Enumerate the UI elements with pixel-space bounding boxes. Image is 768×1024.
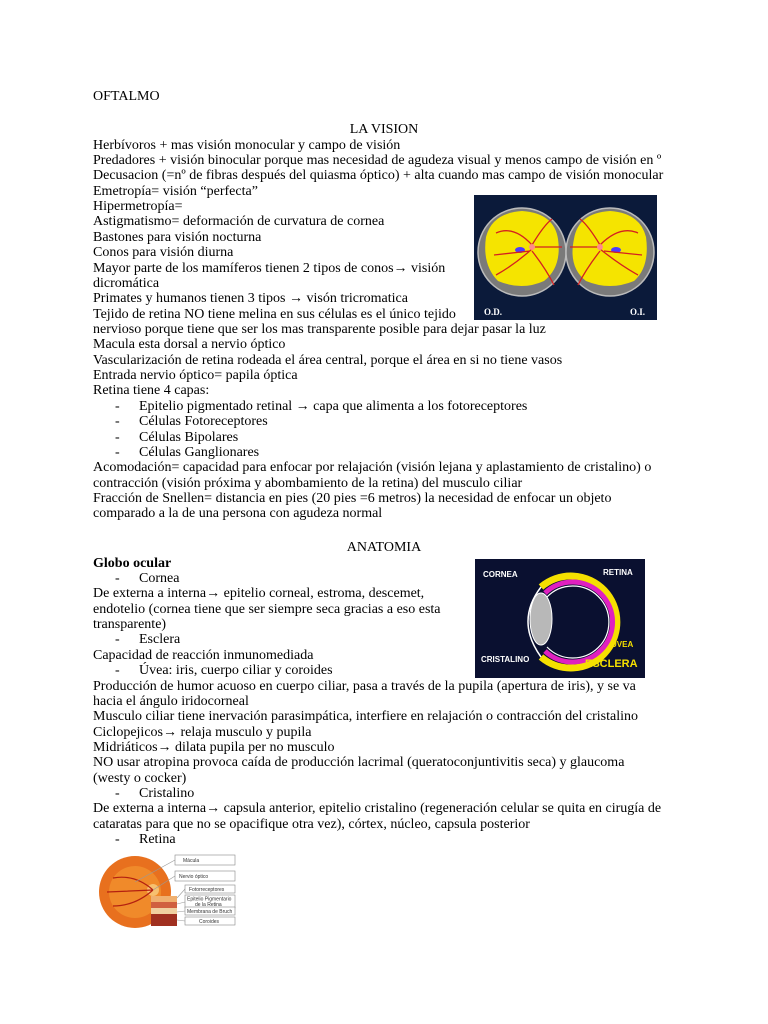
list-item-text: Esclera bbox=[139, 632, 181, 647]
text-line: Decusacion (=nº de fibras después del quiasma óptico) + alta cuando mas campo de visión monocular bbox=[93, 168, 664, 183]
list-item bbox=[115, 399, 527, 414]
text-line: (westy o cocker) bbox=[93, 771, 187, 786]
text-line: Vascularización de retina rodeada el área central, porque el área en si no tiene vasos bbox=[93, 353, 563, 368]
list-item bbox=[115, 663, 333, 678]
text-line: NO usar atropina provoca caída de producción lacrimal (queratoconjuntivitis seca) y glaucoma bbox=[93, 755, 625, 770]
doc-title: OFTALMO bbox=[93, 89, 160, 104]
retina-label-bruch: Membrana de Bruch bbox=[187, 909, 233, 915]
list-item-text: Retina bbox=[139, 832, 176, 847]
eye-anatomy-figure bbox=[475, 559, 645, 678]
text-line: Conos para visión diurna bbox=[93, 245, 234, 260]
text-line: Mayor parte de los mamíferos tienen 2 tipos de conos→ visión bbox=[93, 261, 446, 276]
text-line: Ciclopejicos→ relaja musculo y pupila bbox=[93, 725, 312, 740]
list-item-text: Cornea bbox=[139, 571, 180, 586]
bullet-dash: - bbox=[115, 571, 120, 586]
list-item-text: Cristalino bbox=[139, 786, 195, 801]
list-item-text: Úvea: iris, cuerpo ciliar y coroides bbox=[139, 663, 333, 678]
text-line: Macula esta dorsal a nervio óptico bbox=[93, 337, 286, 352]
text-line: Hipermetropía= bbox=[93, 199, 183, 214]
list-item bbox=[115, 445, 259, 460]
eye-label-uvea: UVEA bbox=[611, 640, 634, 649]
text-line: Predadores + visión binocular porque mas necesidad de agudeza visual y menos campo de visión en º bbox=[93, 153, 662, 168]
list-item bbox=[115, 571, 179, 586]
text-line: nervioso porque tiene que ser los mas transparente posible para dejar pasar la luz bbox=[93, 322, 546, 337]
bullet-dash: - bbox=[115, 832, 120, 847]
text-line: Primates y humanos tienen 3 tipos → visón tricromatica bbox=[93, 291, 408, 306]
bullet-dash: - bbox=[115, 430, 120, 445]
bullet-dash: - bbox=[115, 445, 120, 460]
eye-label-cristalino: CRISTALINO bbox=[481, 655, 530, 664]
text-line: cataratas para que no se opacifique otra vez), córtex, núcleo, capsula posterior bbox=[93, 817, 530, 832]
subheading-text: Globo ocular bbox=[93, 556, 172, 571]
bullet-dash: - bbox=[115, 632, 120, 647]
text-line: Emetropía= visión “perfecta” bbox=[93, 184, 258, 199]
text-line: Astigmatismo= deformación de curvatura de cornea bbox=[93, 214, 385, 229]
list-item bbox=[115, 430, 238, 445]
eye-label-cornea: CORNEA bbox=[483, 570, 518, 579]
subheading-globo-ocular bbox=[93, 556, 171, 571]
text-line: Tejido de retina NO tiene melina en sus células es el único tejido bbox=[93, 307, 456, 322]
text-line: Producción de humor acuoso en cuerpo ciliar, pasa a través de la pupila (apertura de iris), y se va bbox=[93, 679, 636, 694]
text-line: De externa a interna→ capsula anterior, epitelio cristalino (regeneración celular se quita en cirugía de bbox=[93, 801, 662, 816]
bullet-dash: - bbox=[115, 663, 120, 678]
bullet-dash: - bbox=[115, 399, 120, 414]
retina-label-coroides: Coroides bbox=[199, 919, 220, 925]
list-item bbox=[115, 632, 180, 647]
bullet-dash: - bbox=[115, 786, 120, 801]
fundus-right-label: O.I. bbox=[630, 307, 646, 317]
fundus-right-eye bbox=[566, 208, 654, 296]
text-line: De externa a interna→ epitelio corneal, estroma, descemet, bbox=[93, 586, 425, 601]
text-line: Musculo ciliar tiene inervación parasimpática, interfiere en relajación o contracción del cristalino bbox=[93, 709, 638, 724]
text-line: Entrada nervio óptico= papila óptica bbox=[93, 368, 298, 383]
retina-label-fotorreceptores: Fotorreceptores bbox=[189, 887, 225, 893]
text-line: Capacidad de reacción inmunomediada bbox=[93, 648, 314, 663]
text-line: hacia el ángulo iridocorneal bbox=[93, 694, 249, 709]
section-la-vision: LA VISION bbox=[349, 122, 419, 137]
retina-label-macula: Mácula bbox=[183, 858, 200, 864]
retina-layers-figure bbox=[95, 852, 243, 930]
fundus-left-eye bbox=[478, 208, 566, 296]
text-line: endotelio (cornea tiene que ser siempre seca gracias a eso esta bbox=[93, 602, 441, 617]
list-item-text: Células Bipolares bbox=[139, 430, 239, 445]
list-item-text: Epitelio pigmentado retinal → capa que alimenta a los fotoreceptores bbox=[139, 399, 528, 414]
eye-label-esclera: ESCLERA bbox=[585, 658, 638, 670]
text-line: Midriáticos→ dilata pupila per no musculo bbox=[93, 740, 335, 755]
text-line: Retina tiene 4 capas: bbox=[93, 383, 210, 398]
fundus-left-label: O.D. bbox=[484, 307, 502, 317]
text-line: dicromática bbox=[93, 276, 160, 291]
retina-label-nervio: Nervio óptico bbox=[179, 874, 209, 880]
text-line: Bastones para visión nocturna bbox=[93, 230, 262, 245]
text-line: Herbívoros + mas visión monocular y campo de visión bbox=[93, 138, 401, 153]
list-item-text: Células Ganglionares bbox=[139, 445, 260, 460]
list-item bbox=[115, 832, 176, 847]
bullet-dash: - bbox=[115, 414, 120, 429]
list-item bbox=[115, 414, 268, 429]
retina-label-epitelio: Epitelio Pigmentario bbox=[187, 896, 232, 903]
eye-lens bbox=[530, 593, 552, 645]
text-line: comparado a la de una persona con agudeza normal bbox=[93, 506, 383, 521]
text-line: Acomodación= capacidad para enfocar por relajación (visión lejana y aplastamiento de cristalino) o bbox=[93, 460, 652, 475]
text-line: transparente) bbox=[93, 617, 167, 632]
section-anatomia: ANATOMIA bbox=[346, 540, 422, 555]
text-line: Fracción de Snellen= distancia en pies (20 pies =6 metros) la necesidad de enfocar un objeto bbox=[93, 491, 612, 506]
list-item-text: Células Fotoreceptores bbox=[139, 414, 268, 429]
eye-label-retina: RETINA bbox=[603, 568, 633, 577]
retina-label-epitelio-2: de la Retina bbox=[195, 902, 222, 908]
fundus-figure bbox=[474, 195, 657, 320]
text-line: contracción (visión próxima y abombamiento de la retina) del musculo ciliar bbox=[93, 476, 523, 491]
list-item bbox=[115, 786, 194, 801]
